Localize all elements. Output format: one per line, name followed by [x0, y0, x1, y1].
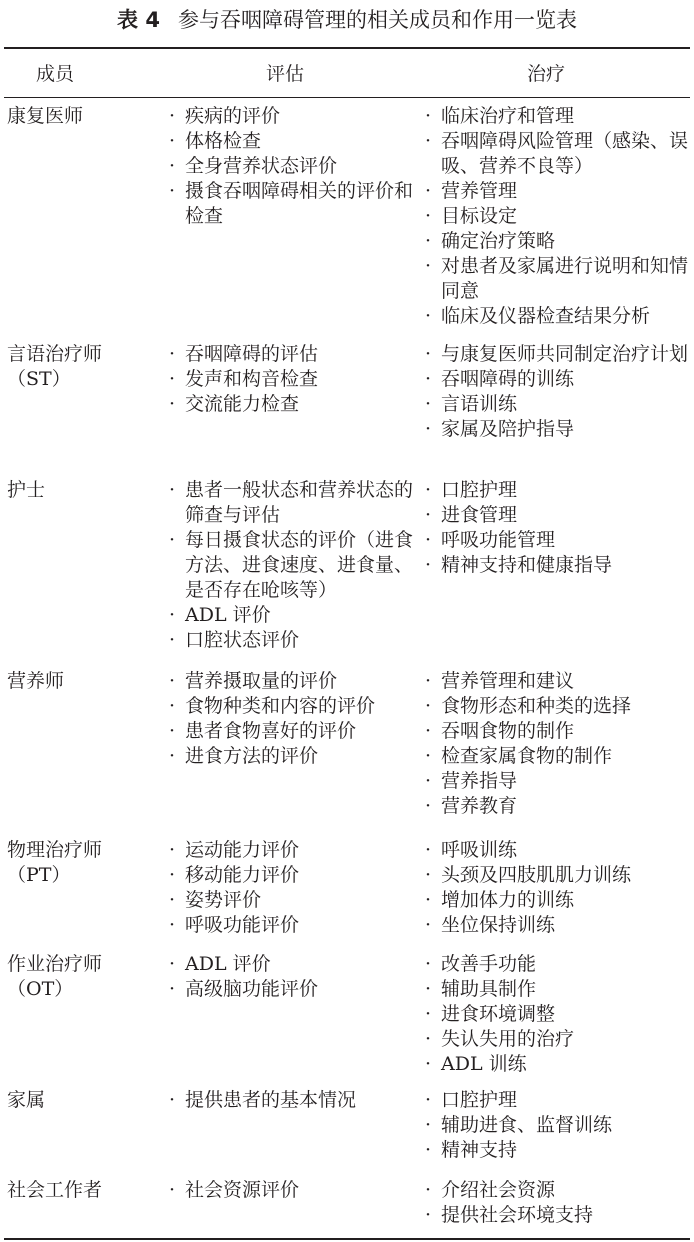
treatment-item: · 营养管理 — [423, 179, 691, 204]
treatment-item: · 失认失用的治疗 — [423, 1027, 691, 1052]
evaluation-item: · 摄食吞咽障碍相关的评价和检查 — [167, 179, 413, 229]
treatment-item: · 介绍社会资源 — [423, 1178, 691, 1203]
treatment-item: · 精神支持 — [423, 1138, 691, 1163]
treatment-item: · 提供社会环境支持 — [423, 1203, 691, 1228]
evaluation-list — [167, 1178, 413, 1203]
treatment-item: · 检查家属食物的制作 — [423, 744, 691, 769]
member-name: 家属 — [7, 1089, 46, 1111]
treatment-item: · 营养教育 — [423, 794, 691, 819]
treatment-list — [423, 838, 691, 938]
evaluation-list — [167, 342, 413, 417]
member-cell — [7, 1088, 157, 1113]
treatment-item: · 进食环境调整 — [423, 1002, 691, 1027]
header-rule — [4, 97, 690, 98]
evaluation-item: · 提供患者的基本情况 — [167, 1088, 413, 1113]
evaluation-item: · ADL 评价 — [167, 952, 413, 977]
member-cell — [7, 952, 157, 1002]
treatment-item: · 临床及仪器检查结果分析 — [423, 304, 691, 329]
treatment-list — [423, 342, 691, 442]
member-cell — [7, 838, 157, 888]
treatment-item: · 增加体力的训练 — [423, 888, 691, 913]
treatment-item: · 头颈及四肢肌肌力训练 — [423, 863, 691, 888]
evaluation-item: · 全身营养状态评价 — [167, 154, 413, 179]
evaluation-item: · 食物种类和内容的评价 — [167, 694, 413, 719]
treatment-item: · 对患者及家属进行说明和知情同意 — [423, 254, 691, 304]
treatment-list — [423, 669, 691, 819]
treatment-item: · 口腔护理 — [423, 1088, 691, 1113]
treatment-item: · 吞咽障碍风险管理（感染、误吸、营养不良等） — [423, 129, 691, 179]
treatment-item: · 吞咽食物的制作 — [423, 719, 691, 744]
treatment-item: · 与康复医师共同制定治疗计划 — [423, 342, 691, 367]
member-name: 物理治疗师 — [7, 839, 103, 861]
member-name: 营养师 — [7, 670, 65, 692]
member-cell — [7, 104, 157, 129]
evaluation-item: · 疾病的评价 — [167, 104, 413, 129]
member-name: 言语治疗师 — [7, 343, 103, 365]
treatment-item: · 呼吸功能管理 — [423, 528, 691, 553]
member-name: 社会工作者 — [7, 1179, 103, 1201]
evaluation-item: · 运动能力评价 — [167, 838, 413, 863]
evaluation-item: · 每日摄食状态的评价（进食方法、进食速度、进食量、是否存在呛咳等） — [167, 528, 413, 603]
member-name: （ST） — [7, 368, 71, 390]
evaluation-item: · 口腔状态评价 — [167, 628, 413, 653]
evaluation-list — [167, 838, 413, 938]
evaluation-list — [167, 478, 413, 653]
treatment-item: · ADL 训练 — [423, 1052, 691, 1077]
header-evaluation: 评估 — [266, 63, 305, 85]
evaluation-list — [167, 104, 413, 229]
member-cell — [7, 669, 157, 694]
evaluation-list — [167, 1088, 413, 1113]
treatment-item: · 家属及陪护指导 — [423, 417, 691, 442]
treatment-item: · 呼吸训练 — [423, 838, 691, 863]
treatment-item: · 营养指导 — [423, 769, 691, 794]
evaluation-item: · 体格检查 — [167, 129, 413, 154]
treatment-item: · 改善手功能 — [423, 952, 691, 977]
table-title — [0, 6, 694, 34]
treatment-list — [423, 478, 691, 578]
header-member: 成员 — [36, 63, 75, 85]
evaluation-item: · 患者一般状态和营养状态的筛查与评估 — [167, 478, 413, 528]
evaluation-item: · ADL 评价 — [167, 603, 413, 628]
evaluation-item: · 呼吸功能评价 — [167, 913, 413, 938]
member-name: 作业治疗师 — [7, 953, 103, 975]
member-cell — [7, 342, 157, 392]
treatment-item: · 临床治疗和管理 — [423, 104, 691, 129]
member-name: 康复医师 — [7, 105, 84, 127]
treatment-list — [423, 104, 691, 329]
treatment-item: · 言语训练 — [423, 392, 691, 417]
treatment-item: · 营养管理和建议 — [423, 669, 691, 694]
table-caption: 参与吞咽障碍管理的相关成员和作用一览表 — [177, 8, 577, 32]
evaluation-item: · 姿势评价 — [167, 888, 413, 913]
treatment-list — [423, 952, 691, 1077]
member-cell — [7, 478, 157, 503]
evaluation-item: · 患者食物喜好的评价 — [167, 719, 413, 744]
treatment-item: · 辅助具制作 — [423, 977, 691, 1002]
member-name: 护士 — [7, 479, 46, 501]
member-name: （OT） — [7, 978, 74, 1000]
evaluation-item: · 营养摄取量的评价 — [167, 669, 413, 694]
evaluation-item: · 发声和构音检查 — [167, 367, 413, 392]
treatment-item: · 确定治疗策略 — [423, 229, 691, 254]
header-treatment: 治疗 — [527, 63, 566, 85]
treatment-item: · 目标设定 — [423, 204, 691, 229]
member-name: （PT） — [7, 864, 71, 886]
treatment-item: · 食物形态和种类的选择 — [423, 694, 691, 719]
treatment-item: · 辅助进食、监督训练 — [423, 1113, 691, 1138]
member-cell — [7, 1178, 157, 1203]
top-rule — [4, 47, 690, 49]
evaluation-list — [167, 952, 413, 1002]
evaluation-item: · 吞咽障碍的评估 — [167, 342, 413, 367]
treatment-item: · 吞咽障碍的训练 — [423, 367, 691, 392]
evaluation-item: · 进食方法的评价 — [167, 744, 413, 769]
evaluation-list — [167, 669, 413, 769]
treatment-list — [423, 1178, 691, 1228]
evaluation-item: · 社会资源评价 — [167, 1178, 413, 1203]
treatment-item: · 精神支持和健康指导 — [423, 553, 691, 578]
bottom-rule — [4, 1238, 690, 1240]
treatment-item: · 口腔护理 — [423, 478, 691, 503]
evaluation-item: · 交流能力检查 — [167, 392, 413, 417]
treatment-item: · 进食管理 — [423, 503, 691, 528]
evaluation-item: · 高级脑功能评价 — [167, 977, 413, 1002]
treatment-item: · 坐位保持训练 — [423, 913, 691, 938]
evaluation-item: · 移动能力评价 — [167, 863, 413, 888]
treatment-list — [423, 1088, 691, 1163]
table-number: 表 4 — [117, 8, 160, 32]
